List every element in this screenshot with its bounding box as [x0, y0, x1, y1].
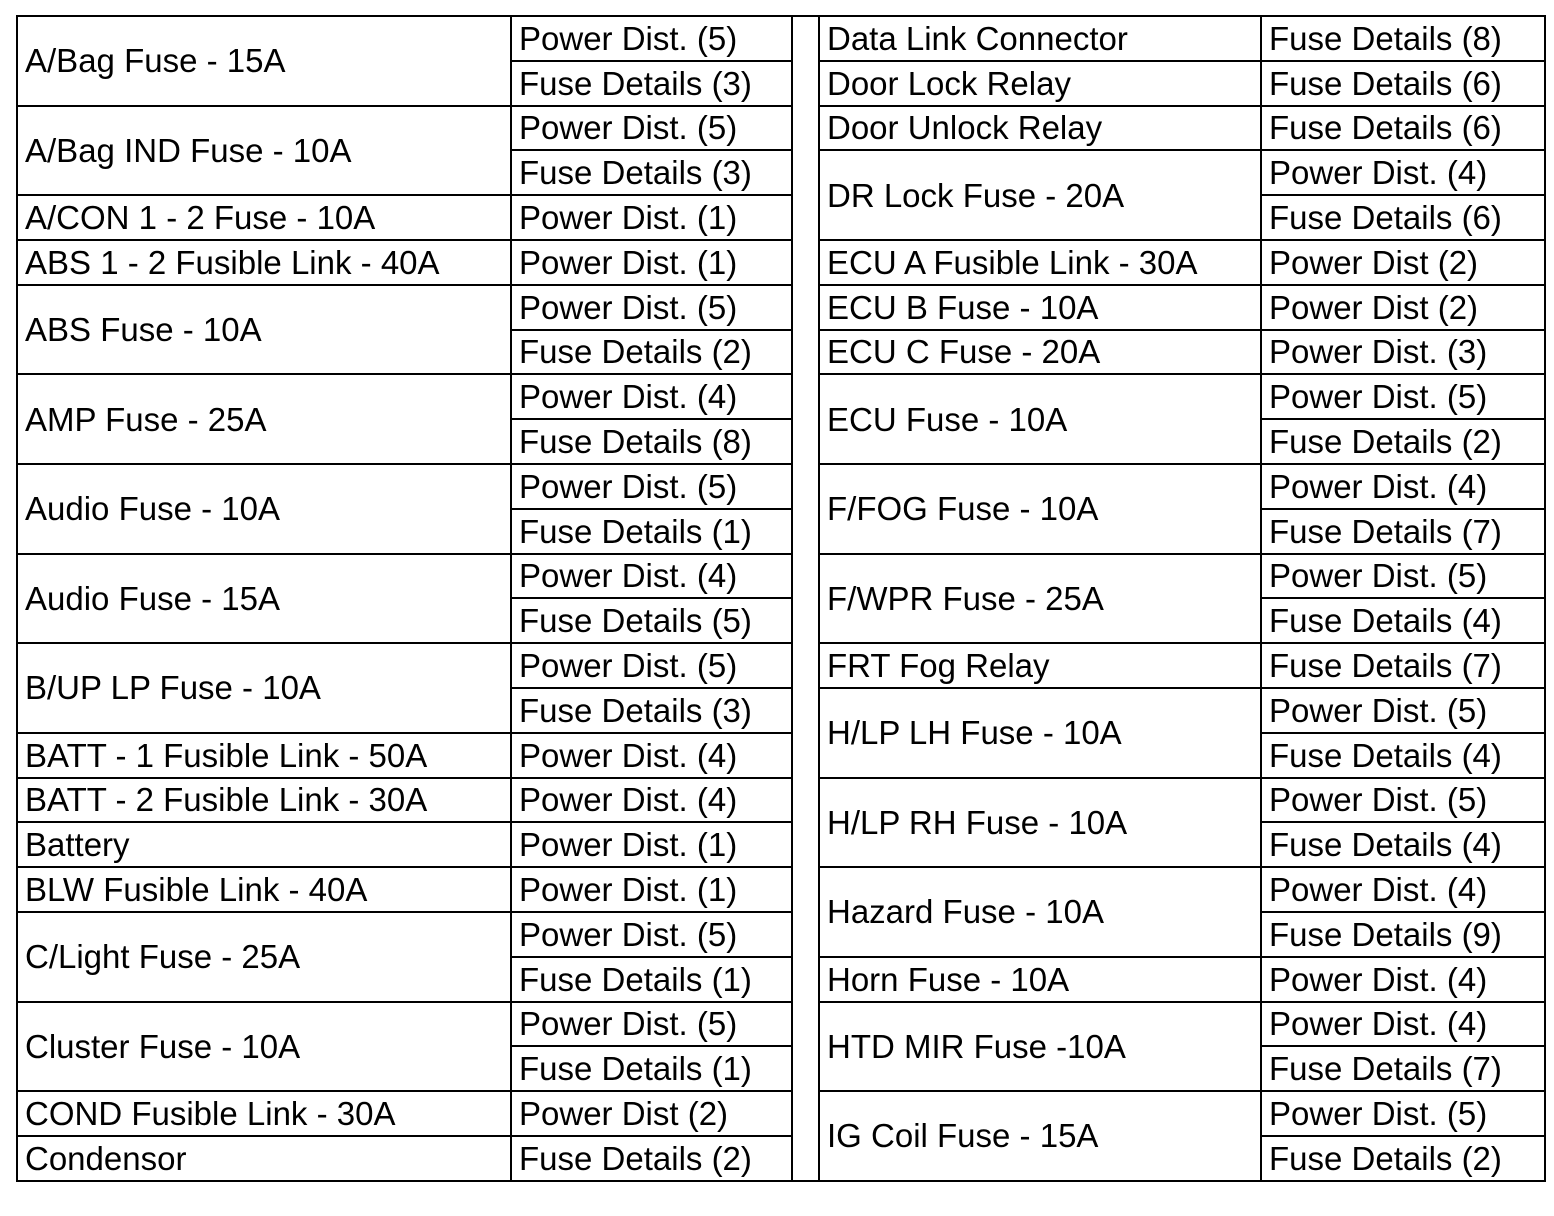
component-name: C/Light Fuse - 25A — [17, 912, 511, 1002]
component-name: ABS Fuse - 10A — [17, 285, 511, 375]
location-reference: Power Dist. (5) — [511, 285, 792, 330]
table-row — [17, 240, 1545, 285]
component-name: B/UP LP Fuse - 10A — [17, 643, 511, 733]
location-reference: Power Dist. (4) — [511, 733, 792, 778]
location-reference: Power Dist. (5) — [1261, 554, 1545, 599]
component-name: A/CON 1 - 2 Fuse - 10A — [17, 195, 511, 240]
component-name: A/Bag Fuse - 15A — [17, 16, 511, 106]
location-reference: Fuse Details (7) — [1261, 1046, 1545, 1091]
table-row — [17, 867, 1545, 912]
table-row — [17, 912, 1545, 957]
component-name: Battery — [17, 822, 511, 867]
location-reference: Power Dist. (4) — [511, 554, 792, 599]
component-name: Hazard Fuse - 10A — [819, 867, 1261, 957]
table-row — [17, 285, 1545, 330]
location-reference: Fuse Details (2) — [1261, 1136, 1545, 1181]
location-reference: Fuse Details (3) — [511, 688, 792, 733]
component-name: Data Link Connector — [819, 16, 1261, 61]
component-name: HTD MIR Fuse -10A — [819, 1002, 1261, 1092]
component-name: FRT Fog Relay — [819, 643, 1261, 688]
component-name: BLW Fusible Link - 40A — [17, 867, 511, 912]
table-row — [17, 554, 1545, 599]
table-row — [17, 195, 1545, 240]
location-reference: Power Dist. (3) — [1261, 330, 1545, 375]
location-reference: Power Dist. (5) — [511, 643, 792, 688]
location-reference: Power Dist. (4) — [1261, 150, 1545, 195]
location-reference: Fuse Details (2) — [511, 1136, 792, 1181]
component-name: ABS 1 - 2 Fusible Link - 40A — [17, 240, 511, 285]
location-reference: Power Dist. (5) — [511, 1002, 792, 1047]
location-reference: Fuse Details (2) — [1261, 419, 1545, 464]
component-name: COND Fusible Link - 30A — [17, 1091, 511, 1136]
location-reference: Power Dist. (4) — [1261, 957, 1545, 1002]
location-reference: Power Dist. (5) — [1261, 688, 1545, 733]
component-name: Condensor — [17, 1136, 511, 1181]
location-reference: Fuse Details (2) — [511, 330, 792, 375]
location-reference: Fuse Details (6) — [1261, 195, 1545, 240]
location-reference: Power Dist. (1) — [511, 822, 792, 867]
component-name: H/LP RH Fuse - 10A — [819, 778, 1261, 868]
table-row — [17, 374, 1545, 419]
location-reference: Power Dist. (1) — [511, 240, 792, 285]
component-name: H/LP LH Fuse - 10A — [819, 688, 1261, 778]
location-reference: Fuse Details (8) — [511, 419, 792, 464]
component-name: F/WPR Fuse - 25A — [819, 554, 1261, 644]
location-reference: Power Dist. (4) — [1261, 867, 1545, 912]
location-reference: Fuse Details (7) — [1261, 643, 1545, 688]
component-name: BATT - 1 Fusible Link - 50A — [17, 733, 511, 778]
location-reference: Fuse Details (7) — [1261, 509, 1545, 554]
table-row — [17, 1136, 1545, 1181]
location-reference: Power Dist. (1) — [511, 867, 792, 912]
location-reference: Power Dist. (5) — [511, 16, 792, 61]
location-reference: Fuse Details (1) — [511, 957, 792, 1002]
location-reference: Fuse Details (8) — [1261, 16, 1545, 61]
location-reference: Power Dist. (5) — [1261, 778, 1545, 823]
table-row — [17, 1091, 1545, 1136]
location-reference: Fuse Details (1) — [511, 509, 792, 554]
location-reference: Power Dist. (5) — [511, 464, 792, 509]
location-reference: Fuse Details (4) — [1261, 598, 1545, 643]
location-reference: Power Dist. (5) — [511, 106, 792, 151]
component-name: ECU C Fuse - 20A — [819, 330, 1261, 375]
component-name: Door Lock Relay — [819, 61, 1261, 106]
table-row — [17, 778, 1545, 823]
location-reference: Power Dist. (4) — [1261, 464, 1545, 509]
location-reference: Fuse Details (4) — [1261, 822, 1545, 867]
table-row — [17, 464, 1545, 509]
location-reference: Power Dist (2) — [511, 1091, 792, 1136]
component-name: A/Bag IND Fuse - 10A — [17, 106, 511, 196]
location-reference: Power Dist. (4) — [1261, 1002, 1545, 1047]
location-reference: Power Dist (2) — [1261, 240, 1545, 285]
location-reference: Power Dist. (1) — [511, 195, 792, 240]
location-reference: Fuse Details (3) — [511, 150, 792, 195]
component-name: ECU B Fuse - 10A — [819, 285, 1261, 330]
table-row — [17, 733, 1545, 778]
component-name: Horn Fuse - 10A — [819, 957, 1261, 1002]
component-name: BATT - 2 Fusible Link - 30A — [17, 778, 511, 823]
component-name: ECU Fuse - 10A — [819, 374, 1261, 464]
table-row — [17, 643, 1545, 688]
fuse-index-table — [16, 15, 1546, 1182]
table-row — [17, 822, 1545, 867]
location-reference: Power Dist. (5) — [1261, 374, 1545, 419]
component-name: Door Unlock Relay — [819, 106, 1261, 151]
location-reference: Fuse Details (6) — [1261, 61, 1545, 106]
location-reference: Fuse Details (9) — [1261, 912, 1545, 957]
component-name: DR Lock Fuse - 20A — [819, 150, 1261, 240]
component-name: ECU A Fusible Link - 30A — [819, 240, 1261, 285]
location-reference: Fuse Details (5) — [511, 598, 792, 643]
location-reference: Fuse Details (4) — [1261, 733, 1545, 778]
location-reference: Power Dist. (5) — [511, 912, 792, 957]
component-name: F/FOG Fuse - 10A — [819, 464, 1261, 554]
component-name: Audio Fuse - 10A — [17, 464, 511, 554]
location-reference: Fuse Details (3) — [511, 61, 792, 106]
location-reference: Fuse Details (6) — [1261, 106, 1545, 151]
fuse-index-body — [17, 16, 1545, 1181]
location-reference: Power Dist. (5) — [1261, 1091, 1545, 1136]
column-divider — [792, 16, 819, 1181]
location-reference: Power Dist. (4) — [511, 778, 792, 823]
location-reference: Power Dist. (4) — [511, 374, 792, 419]
table-row — [17, 1002, 1545, 1047]
component-name: AMP Fuse - 25A — [17, 374, 511, 464]
component-name: Audio Fuse - 15A — [17, 554, 511, 644]
component-name: Cluster Fuse - 10A — [17, 1002, 511, 1092]
location-reference: Fuse Details (1) — [511, 1046, 792, 1091]
component-name: IG Coil Fuse - 15A — [819, 1091, 1261, 1181]
table-row — [17, 106, 1545, 151]
table-row — [17, 16, 1545, 61]
location-reference: Power Dist (2) — [1261, 285, 1545, 330]
